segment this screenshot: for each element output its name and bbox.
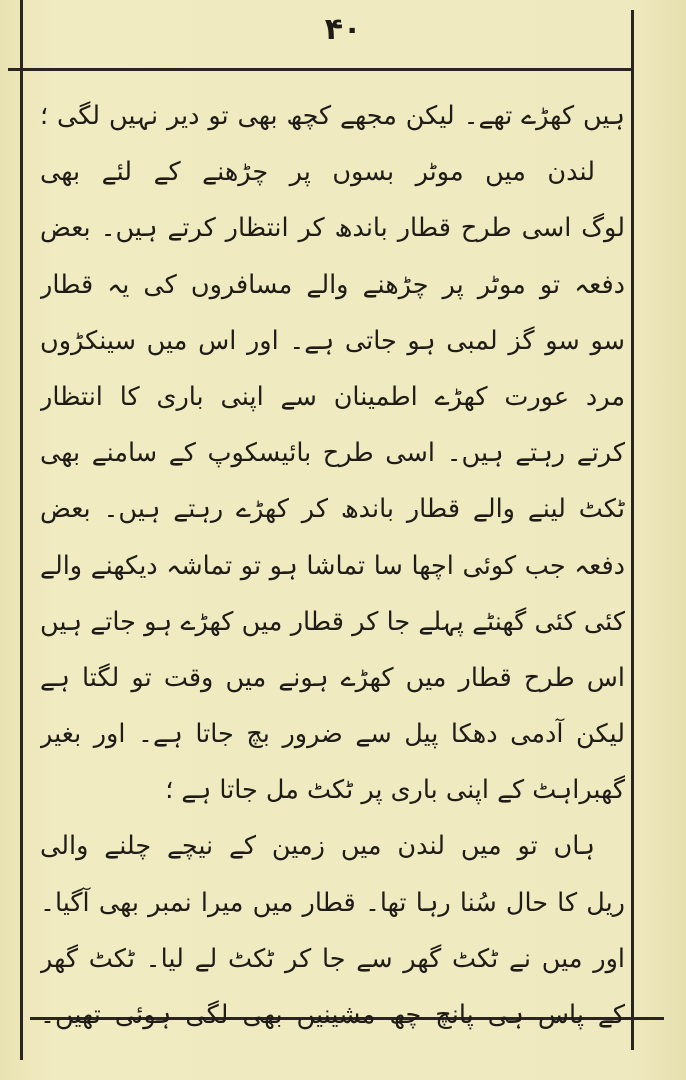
body-text bbox=[40, 88, 625, 1043]
text-line: ٹکٹ لینے والے قطار باندھ کر کھڑے رہتے ہیں۔ بعض bbox=[40, 494, 625, 525]
left-border-rule bbox=[20, 0, 23, 1060]
text-line: سو سو گز لمبی ہو جاتی ہے۔ اور اس میں سینکڑوں bbox=[40, 325, 625, 356]
right-border-rule bbox=[631, 10, 634, 1050]
text-line: لندن میں موٹر بسوں پر چڑھنے کے لئے بھی bbox=[40, 157, 595, 188]
text-line: اس طرح قطار میں کھڑے ہونے میں وقت تو لگتا ہے bbox=[40, 662, 625, 693]
text-line: کرتے رہتے ہیں۔ اسی طرح بائیسکوپ کے سامنے بھی bbox=[40, 438, 625, 469]
text-line: لیکن آدمی دھکا پیل سے ضرور بچ جاتا ہے۔ اور بغیر bbox=[40, 719, 625, 750]
text-line: ہیں کھڑے تھے۔ لیکن مجھے کچھ بھی تو دیر نہیں لگی ؛ bbox=[40, 101, 625, 131]
text-line: کئی کئی گھنٹے پہلے جا کر قطار میں کھڑے ہو جاتے ہیں bbox=[40, 606, 625, 637]
text-line: مرد عورت کھڑے اطمینان سے اپنی باری کا انتظار bbox=[40, 381, 625, 412]
text-line: گھبراہٹ کے اپنی باری پر ٹکٹ مل جاتا ہے ؛ bbox=[165, 775, 625, 806]
text-line: ہاں تو میں لندن میں زمین کے نیچے چلنے والی bbox=[40, 831, 595, 862]
page-number: ۴۰ bbox=[324, 12, 362, 47]
text-line: ریل کا حال سُنا رہا تھا۔ قطار میں میرا نمبر بھی آگیا۔ bbox=[40, 887, 625, 918]
top-border-rule bbox=[8, 68, 634, 71]
text-line: دفعہ جب کوئی اچھا سا تماشا ہو تو تماشہ دیکھنے والے bbox=[40, 550, 625, 581]
text-line: اور میں نے ٹکٹ گھر سے جا کر ٹکٹ لے لیا۔ ٹکٹ گھر bbox=[40, 943, 625, 974]
text-line: کے پاس ہی پانچ چھ مشینیں بھی لگی ہوئی تھیں۔ bbox=[40, 1000, 625, 1030]
text-line: لوگ اسی طرح قطار باندھ کر انتظار کرتے ہیں۔ بعض bbox=[40, 213, 625, 244]
text-line: دفعہ تو موٹر پر چڑھنے والے مسافروں کی یہ قطار bbox=[40, 269, 625, 300]
